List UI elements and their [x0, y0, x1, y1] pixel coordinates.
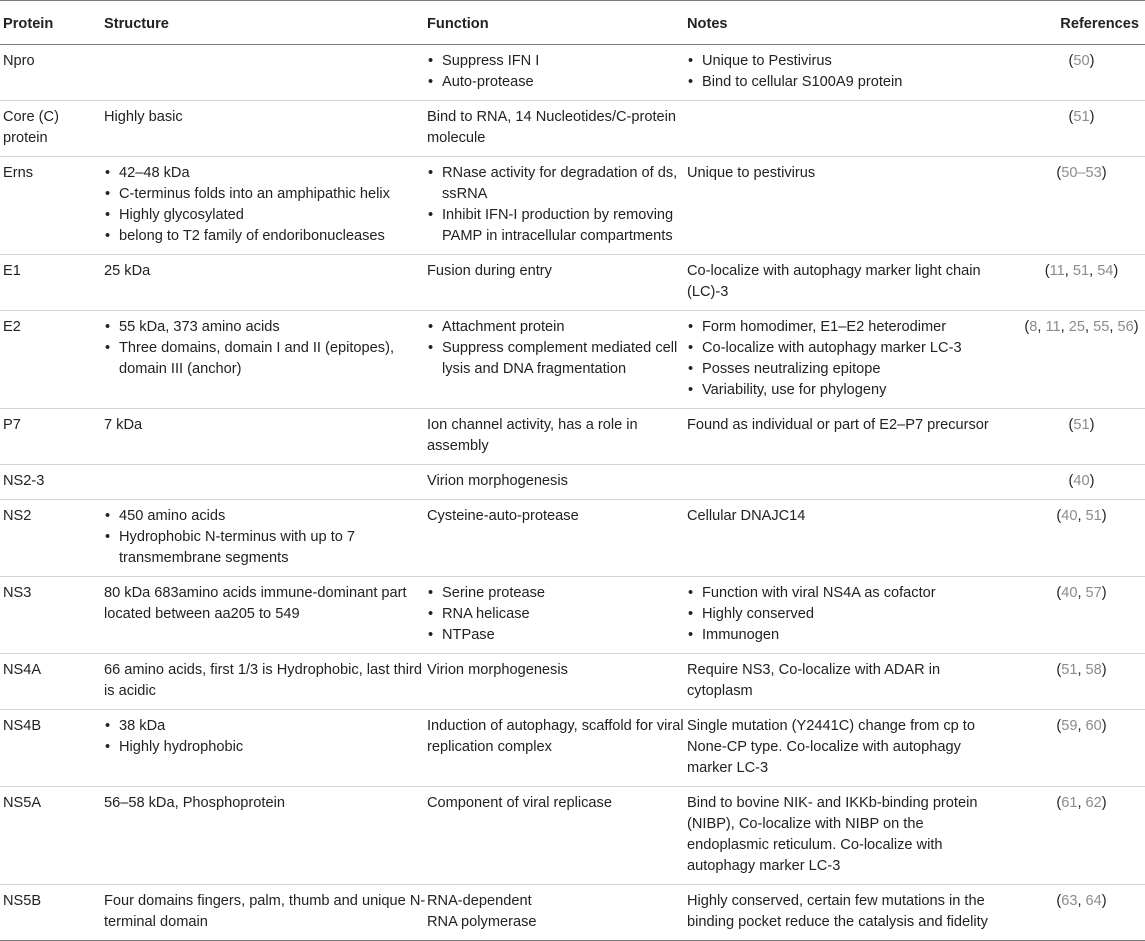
header-structure: Structure [104, 16, 169, 32]
reference-link[interactable]: 51 [1061, 662, 1078, 678]
notes-bullet-list [687, 583, 1000, 646]
reference-link[interactable]: 54 [1097, 263, 1114, 279]
bullet-item: • Highly glycosylated [104, 205, 427, 226]
cell-references: (51) [1068, 417, 1095, 433]
cell-function: Component of viral replicase [427, 795, 612, 811]
cell-notes: Require NS3, Co-localize with ADAR in cytoplasm [687, 662, 941, 699]
reference-link[interactable]: 8 [1029, 319, 1038, 335]
table-row [0, 885, 1145, 941]
notes-bullet-list [687, 51, 1000, 93]
bullet-item: • RNase activity for degradation of ds, ssRNA [427, 163, 687, 205]
cell-structure: 56–58 kDa, Phosphoprotein [104, 795, 285, 811]
bullet-item: • Highly hydrophobic [104, 737, 427, 758]
header-protein: Protein [3, 16, 54, 32]
table-row [0, 157, 1145, 255]
bullet-item: • Suppress IFN I [427, 51, 687, 72]
table-row [0, 311, 1145, 409]
cell-protein: Core (C) protein [3, 109, 59, 146]
cell-notes: Highly conserved, certain few mutations in the binding pocket reduce the catalysis and fidelity [687, 893, 988, 930]
structure-bullet-list [104, 317, 427, 380]
cell-structure [104, 500, 427, 577]
cell-function [427, 885, 687, 941]
reference-link[interactable]: 57 [1085, 585, 1102, 601]
cell-notes: Unique to pestivirus [687, 165, 816, 181]
cell-structure: 7 kDa [104, 417, 143, 433]
bullet-item: • 450 amino acids [104, 506, 427, 527]
bullet-item: • belong to T2 family of endoribonucleases [104, 226, 427, 247]
cell-line: RNA-dependent [427, 893, 532, 909]
table-row [0, 409, 1145, 465]
reference-link[interactable]: 51 [1073, 109, 1090, 125]
reference-link[interactable]: 64 [1085, 893, 1102, 909]
bullet-item: • Co-localize with autophagy marker LC-3 [687, 338, 1000, 359]
table-row [0, 45, 1145, 101]
cell-structure: 80 kDa 683amino acids immune-dominant part located between aa205 to 549 [104, 585, 407, 622]
bullet-item: • Three domains, domain I and II (epitopes), domain III (anchor) [104, 338, 427, 380]
cell-references: (61, 62) [1056, 795, 1107, 811]
cell-notes: Single mutation (Y2441C) change from cp to None-CP type. Co-localize with autophagy marker LC-3 [687, 718, 975, 776]
bullet-item: • Auto-protease [427, 72, 687, 93]
structure-bullet-list [104, 506, 427, 569]
reference-link[interactable]: 40 [1061, 508, 1078, 524]
bullet-item: • 38 kDa [104, 716, 427, 737]
cell-protein: NS4B [3, 718, 42, 734]
cell-protein: P7 [3, 417, 21, 433]
cell-structure [104, 710, 427, 787]
cell-protein: NS2 [3, 508, 32, 524]
reference-link[interactable]: 50 [1073, 53, 1090, 69]
table-row [0, 710, 1145, 787]
cell-notes: Found as individual or part of E2–P7 precursor [687, 417, 989, 433]
cell-function: Cysteine-auto-protease [427, 508, 579, 524]
bullet-item: • Form homodimer, E1–E2 heterodimer [687, 317, 1000, 338]
bullet-item: • Attachment protein [427, 317, 687, 338]
cell-references: (63, 64) [1056, 893, 1107, 909]
cell-protein: NS3 [3, 585, 32, 601]
cell-structure: 66 amino acids, first 1/3 is Hydrophobic, last third is acidic [104, 662, 422, 699]
cell-line: RNA polymerase [427, 914, 537, 930]
bullet-item: • Function with viral NS4A as cofactor [687, 583, 1000, 604]
reference-link[interactable]: 40 [1061, 585, 1078, 601]
bullet-item: • C-terminus folds into an amphipathic helix [104, 184, 427, 205]
reference-link[interactable]: 59 [1061, 718, 1078, 734]
bullet-item: • Posses neutralizing epitope [687, 359, 1000, 380]
cell-protein: E1 [3, 263, 21, 279]
cell-references: (11, 51, 54) [1044, 263, 1119, 279]
cell-protein: E2 [3, 319, 21, 335]
structure-bullet-list [104, 716, 427, 758]
reference-link[interactable]: 63 [1061, 893, 1078, 909]
cell-function: Induction of autophagy, scaffold for viral replication complex [427, 718, 684, 755]
reference-link[interactable]: 25 [1068, 319, 1086, 335]
cell-function: Fusion during entry [427, 263, 552, 279]
cell-function: Virion morphogenesis [427, 473, 568, 489]
cell-notes [687, 311, 1000, 409]
bullet-item: • 42–48 kDa [104, 163, 427, 184]
bullet-item: • Unique to Pestivirus [687, 51, 1000, 72]
header-references: References [1060, 16, 1139, 32]
function-bullet-list [427, 583, 687, 646]
table-row [0, 654, 1145, 710]
header-row [0, 1, 1145, 45]
cell-notes: Bind to bovine NIK- and IKKb-binding protein (NIBP), Co-localize with NIBP on the endoplasmic reticulum. Co-localize with autophagy marker LC-3 [687, 795, 978, 874]
cell-notes: Co-localize with autophagy marker light chain (LC)-3 [687, 263, 981, 300]
cell-structure [104, 45, 427, 101]
reference-link[interactable]: 51 [1073, 417, 1090, 433]
cell-references: (51) [1068, 109, 1095, 125]
cell-references: (50) [1068, 53, 1095, 69]
cell-structure: Four domains fingers, palm, thumb and unique N-terminal domain [104, 893, 426, 930]
table-row [0, 255, 1145, 311]
bullet-item: • Variability, use for phylogeny [687, 380, 1000, 401]
reference-link[interactable]: 61 [1061, 795, 1078, 811]
cell-notes [687, 101, 1000, 157]
cell-function [427, 577, 687, 654]
reference-link[interactable]: 58 [1085, 662, 1102, 678]
cell-function [427, 157, 687, 255]
cell-notes: Cellular DNAJC14 [687, 508, 806, 524]
cell-protein: Erns [3, 165, 34, 181]
reference-link[interactable]: 60 [1085, 718, 1102, 734]
reference-link[interactable]: 50–53 [1061, 165, 1102, 181]
bullet-item: • 55 kDa, 373 amino acids [104, 317, 427, 338]
header-function: Function [427, 16, 489, 32]
cell-function [427, 311, 687, 409]
reference-link[interactable]: 56 [1117, 319, 1134, 335]
reference-link[interactable]: 11 [1045, 319, 1061, 335]
reference-link[interactable]: 55 [1093, 319, 1110, 335]
cell-protein: Npro [3, 53, 35, 69]
cell-function: Virion morphogenesis [427, 662, 568, 678]
reference-link[interactable]: 62 [1085, 795, 1102, 811]
cell-structure: 25 kDa [104, 263, 151, 279]
cell-protein: NS5B [3, 893, 42, 909]
cell-protein: NS5A [3, 795, 42, 811]
cell-references: (40, 51) [1056, 508, 1107, 524]
cell-notes [687, 45, 1000, 101]
table-row [0, 577, 1145, 654]
reference-link[interactable]: 40 [1073, 473, 1090, 489]
function-bullet-list [427, 163, 687, 247]
structure-bullet-list [104, 163, 427, 247]
bullet-item: • NTPase [427, 625, 687, 646]
table-row [0, 787, 1145, 885]
notes-bullet-list [687, 317, 1000, 401]
cell-references: (8, 11, 25, 55, 56) [1024, 319, 1139, 335]
cell-structure [104, 465, 427, 500]
bullet-item: • Inhibit IFN-I production by removing PAMP in intracellular compartments [427, 205, 687, 247]
cell-references: (40) [1068, 473, 1095, 489]
cell-function: Bind to RNA, 14 Nucleotides/C-protein molecule [427, 109, 677, 146]
reference-link[interactable]: 51 [1085, 508, 1102, 524]
reference-link[interactable]: 51 [1072, 263, 1090, 279]
cell-protein: NS4A [3, 662, 42, 678]
bullet-item: • Bind to cellular S100A9 protein [687, 72, 1000, 93]
cell-references: (40, 57) [1056, 585, 1107, 601]
bullet-item: • Hydrophobic N-terminus with up to 7 transmembrane segments [104, 527, 427, 569]
cell-references: (50–53) [1056, 165, 1107, 181]
reference-link[interactable]: 11 [1049, 263, 1065, 279]
bullet-item: • Serine protease [427, 583, 687, 604]
bullet-item: • Highly conserved [687, 604, 1000, 625]
cell-structure [104, 311, 427, 409]
table-body [0, 45, 1145, 941]
cell-structure: Highly basic [104, 109, 183, 125]
function-bullet-list [427, 317, 687, 380]
cell-protein: NS2-3 [3, 473, 45, 489]
bullet-item: • Suppress complement mediated cell lysis and DNA fragmentation [427, 338, 687, 380]
table-row [0, 500, 1145, 577]
table-row [0, 465, 1145, 500]
bullet-item: • RNA helicase [427, 604, 687, 625]
table-row [0, 101, 1145, 157]
cell-notes [687, 577, 1000, 654]
header-notes: Notes [687, 16, 728, 32]
bullet-item: • Immunogen [687, 625, 1000, 646]
cell-references: (51, 58) [1056, 662, 1107, 678]
cell-structure [104, 157, 427, 255]
cell-notes [687, 465, 1000, 500]
cell-function [427, 45, 687, 101]
cell-references: (59, 60) [1056, 718, 1107, 734]
cell-function: Ion channel activity, has a role in assembly [427, 417, 638, 454]
function-bullet-list [427, 51, 687, 93]
